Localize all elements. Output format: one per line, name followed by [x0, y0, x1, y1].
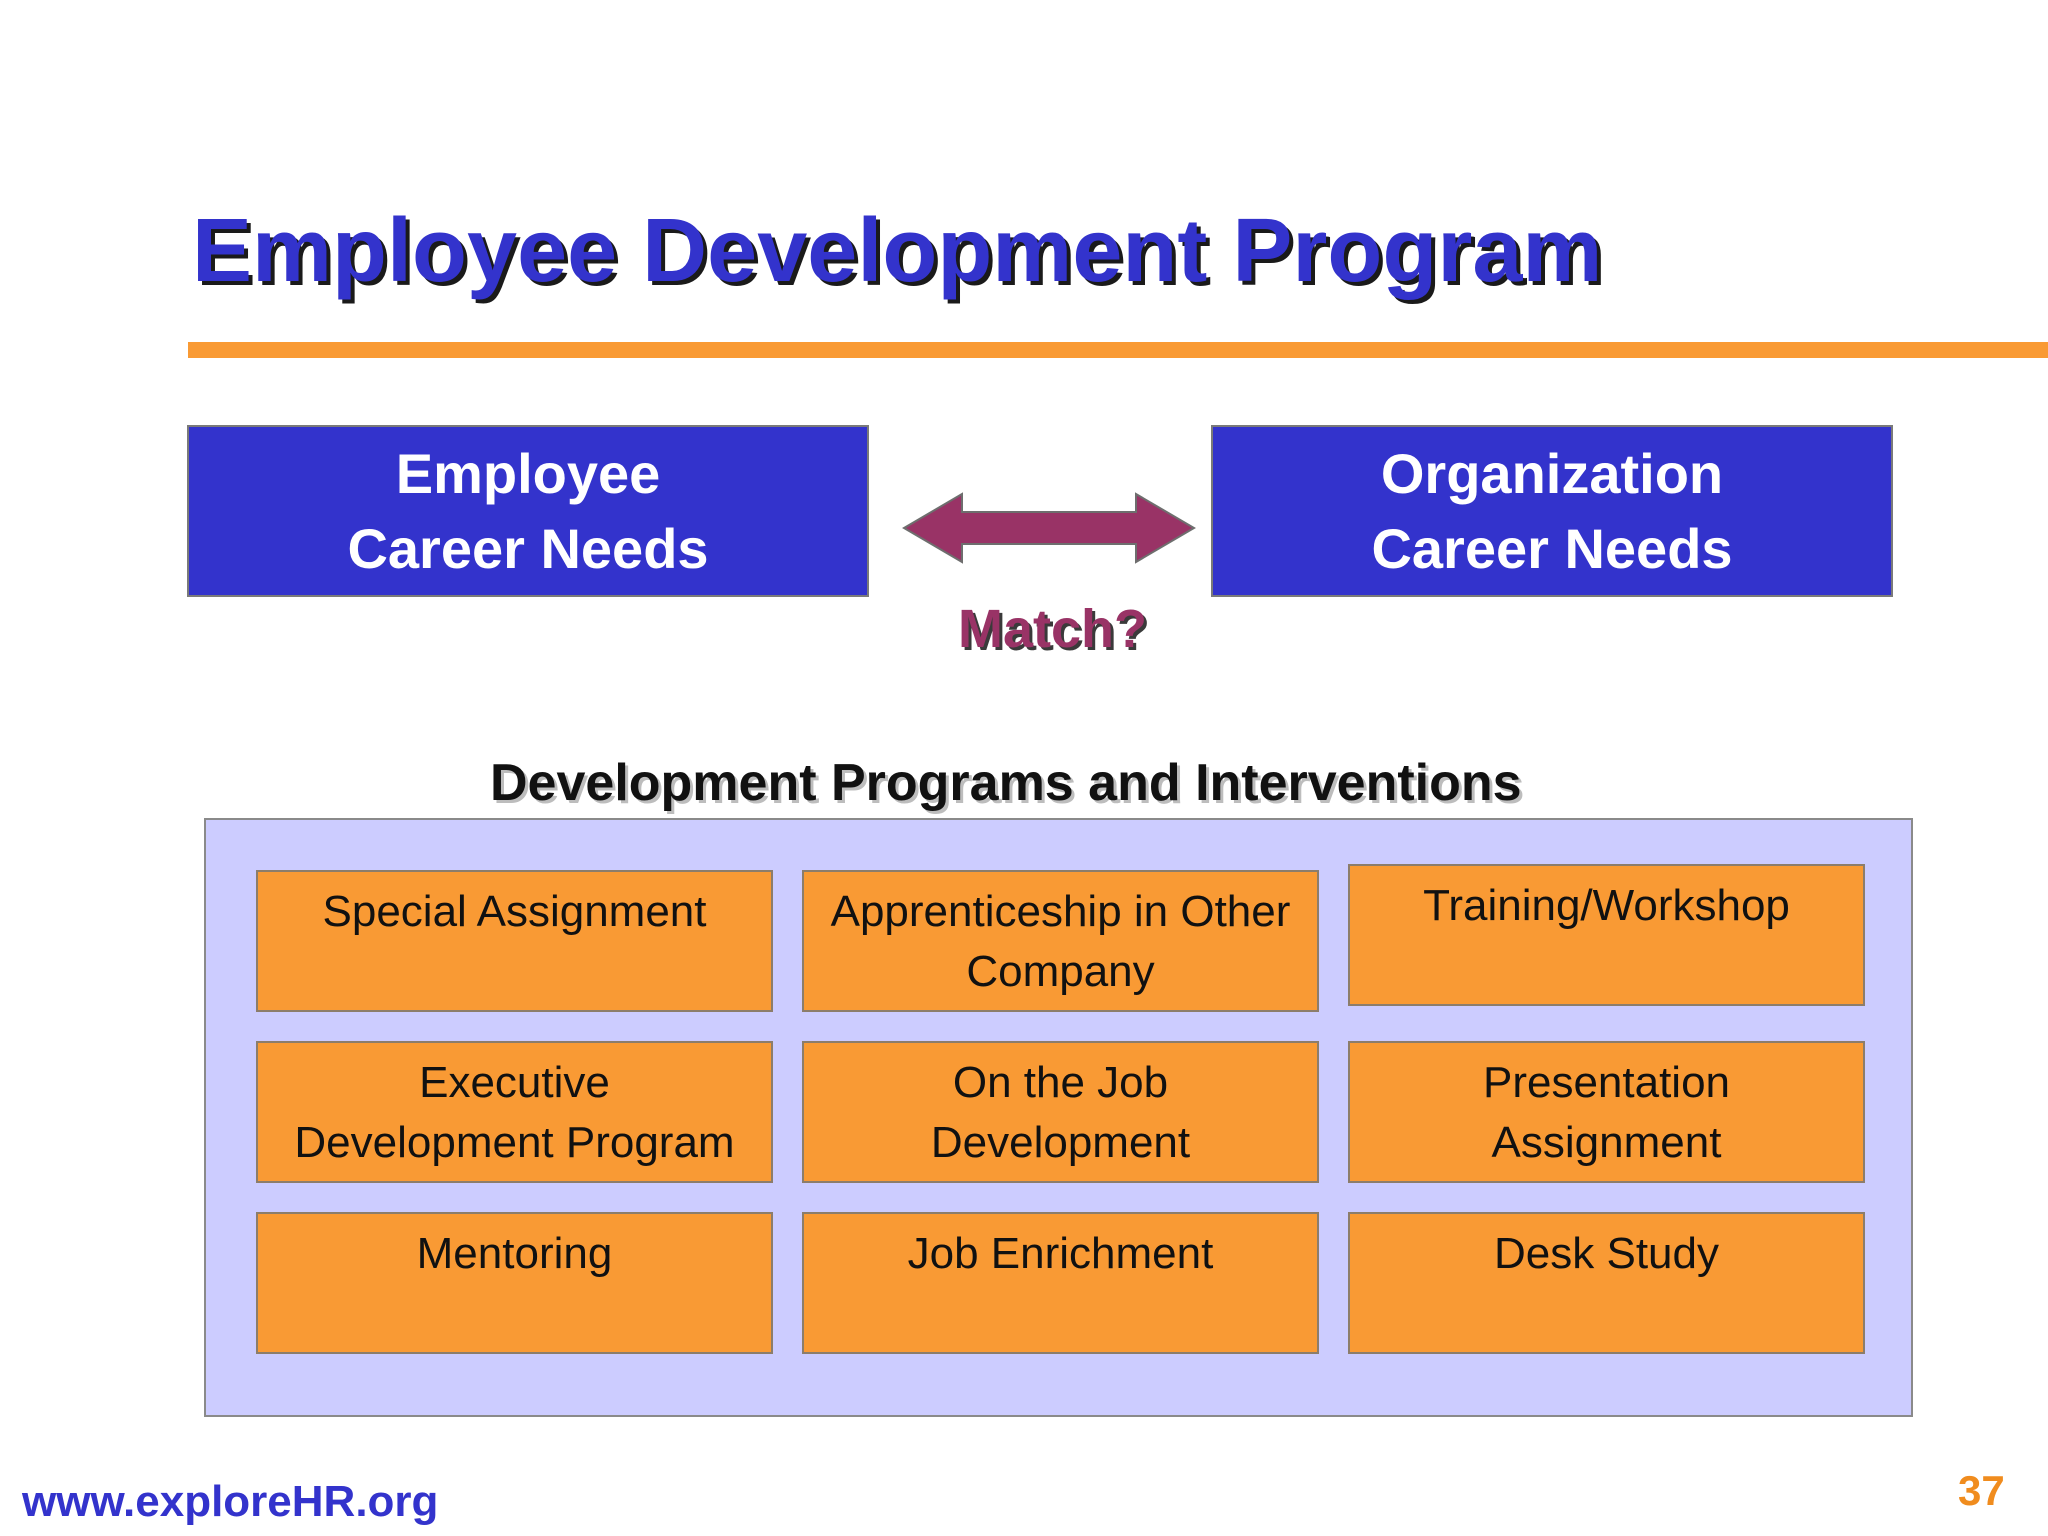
program-label: Executive — [419, 1058, 610, 1107]
program-label: Assignment — [1491, 1118, 1722, 1167]
program-executive-development — [256, 1041, 773, 1183]
title-underline — [188, 342, 2048, 358]
program-mentoring — [256, 1212, 773, 1354]
program-apprenticeship-other-company — [802, 870, 1319, 1012]
footer-url-link[interactable]: www.exploreHR.org — [22, 1477, 439, 1526]
employee-career-needs-box — [187, 425, 869, 597]
program-label: Mentoring — [416, 1229, 613, 1278]
program-label: Job Enrichment — [907, 1229, 1214, 1278]
program-label: On the Job — [952, 1058, 1169, 1107]
program-on-the-job-development — [802, 1041, 1319, 1183]
program-label: Presentation — [1482, 1058, 1731, 1107]
organization-career-needs-box — [1211, 425, 1893, 597]
program-label: Special Assignment — [322, 887, 707, 936]
employee-needs-line2: Career Needs — [347, 517, 709, 580]
program-job-enrichment — [802, 1212, 1319, 1354]
program-presentation-assignment — [1348, 1041, 1865, 1183]
program-label: Development — [930, 1118, 1191, 1167]
program-label: Company — [966, 947, 1155, 996]
organization-needs-line1: Organization — [1380, 442, 1724, 505]
organization-needs-line2: Career Needs — [1371, 517, 1733, 580]
match-label: Match? — [958, 599, 1147, 659]
program-special-assignment — [256, 870, 773, 1012]
program-label: Desk Study — [1494, 1229, 1719, 1278]
program-desk-study — [1348, 1212, 1865, 1354]
program-label: Training/Workshop — [1423, 881, 1790, 930]
employee-needs-line1: Employee — [395, 442, 661, 505]
slide-title: Employee Development Program — [192, 201, 1603, 301]
section-heading: Development Programs and Interventions — [490, 754, 1522, 812]
programs-panel — [204, 818, 1913, 1417]
program-label: Apprenticeship in Other — [830, 887, 1291, 936]
program-label: Development Program — [294, 1118, 735, 1167]
double-arrow-icon — [900, 492, 1198, 564]
program-training-workshop — [1348, 864, 1865, 1006]
page-number: 37 — [1958, 1467, 2005, 1514]
